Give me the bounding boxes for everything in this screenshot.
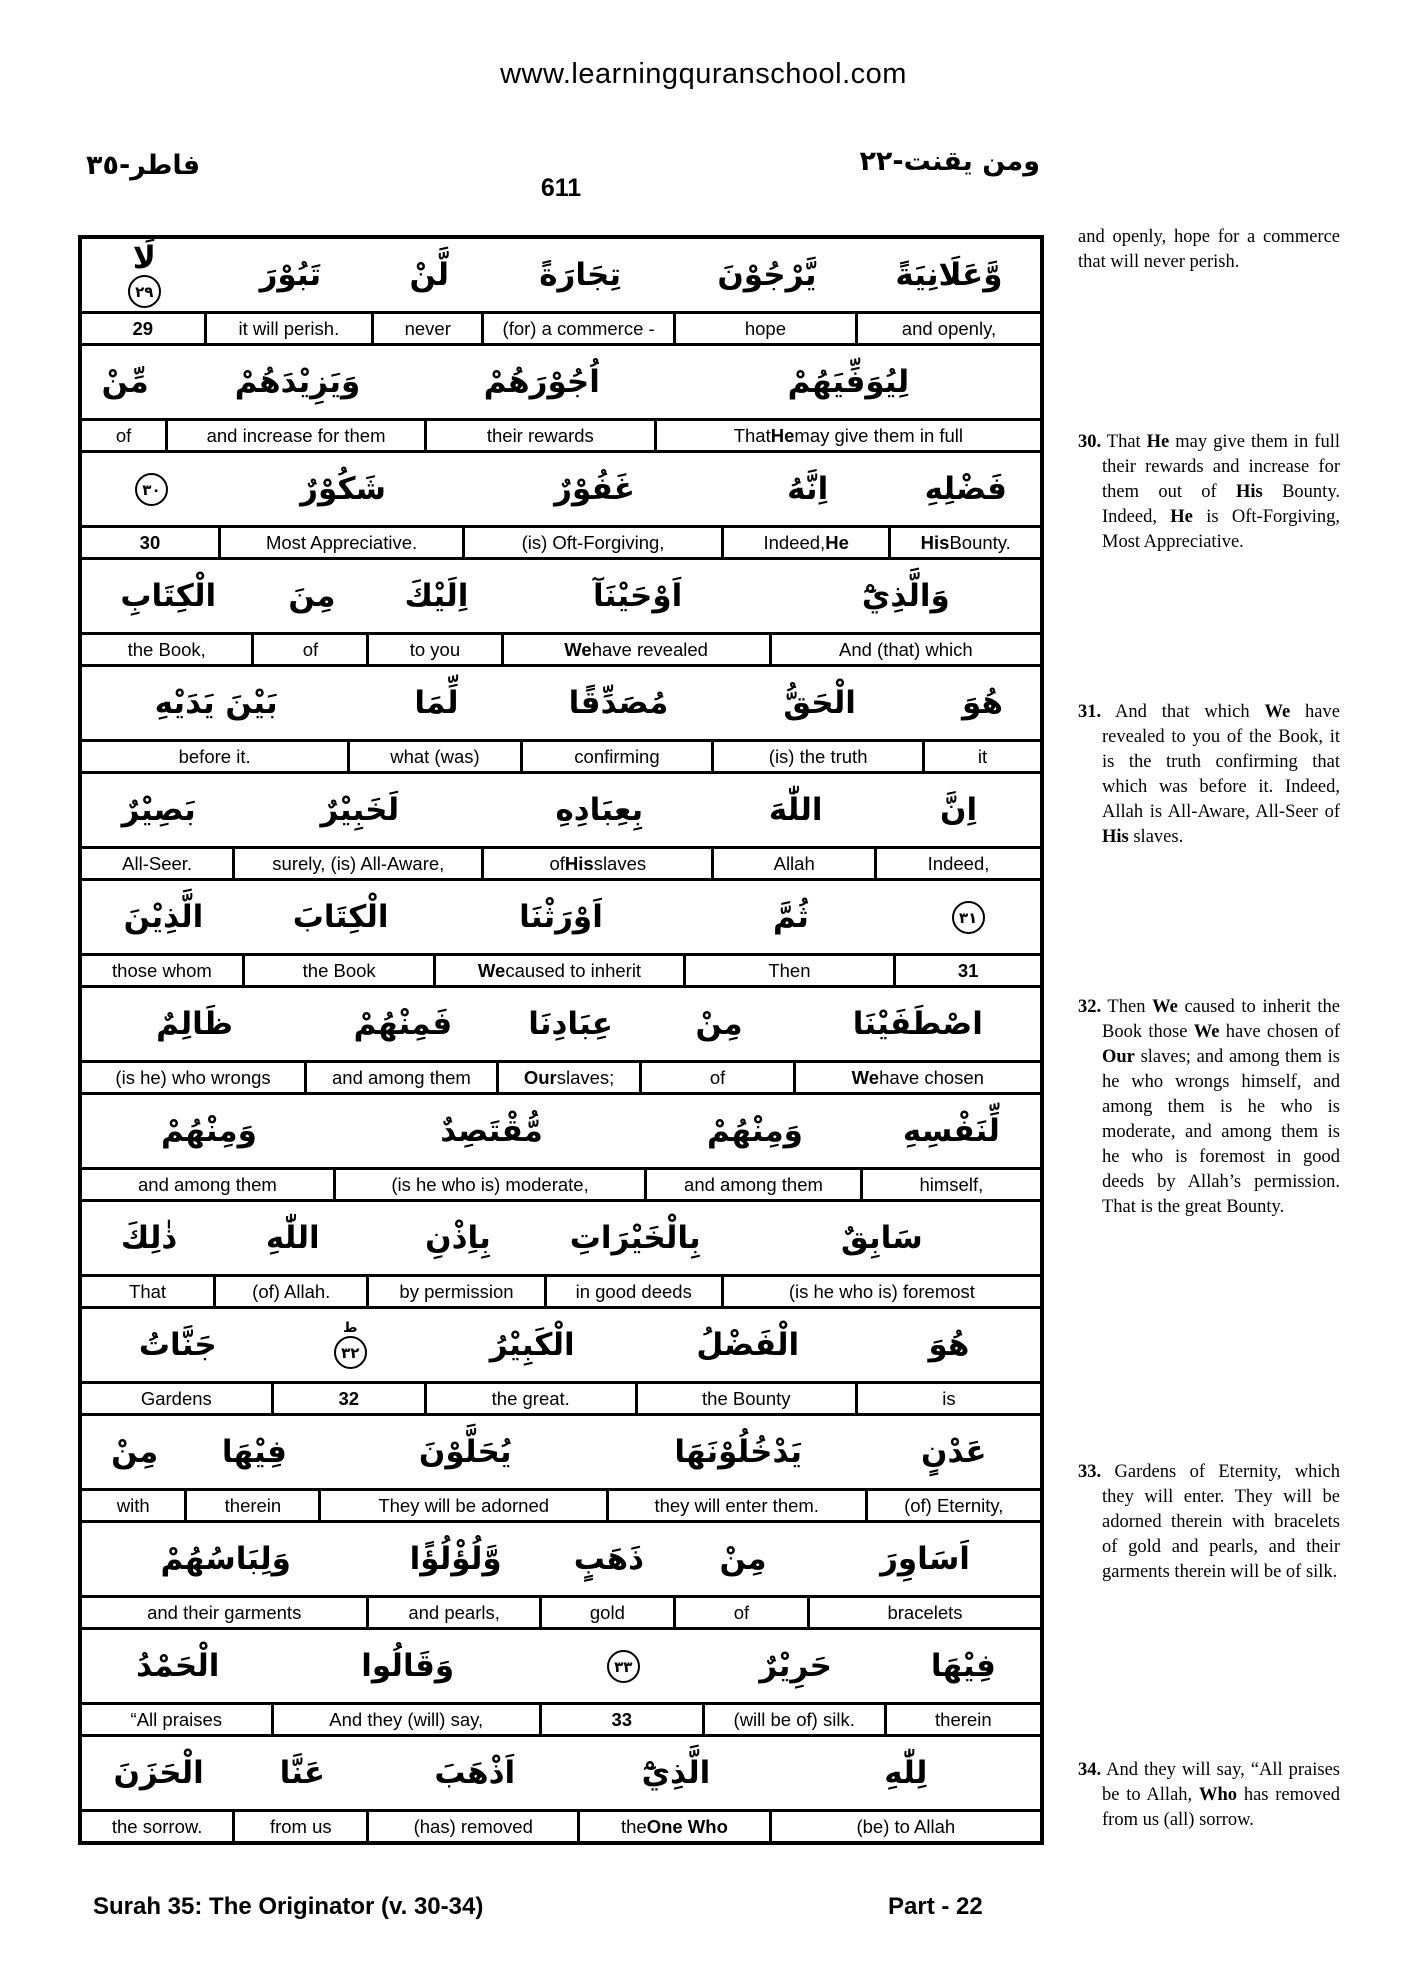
arabic-word: اَذْهَبَ <box>434 1754 516 1791</box>
word-translation: therein <box>187 1491 321 1520</box>
arabic-word-cell <box>657 346 1040 418</box>
arabic-word-cell <box>887 1630 1040 1702</box>
word-translation: 31 <box>957 959 979 981</box>
arabic-word-cell <box>245 881 437 953</box>
translation-row <box>82 739 1040 774</box>
word-translation: 30 <box>82 528 221 557</box>
word-translation: Indeed, He <box>724 528 892 557</box>
arabic-row <box>82 1416 1040 1488</box>
word-translation: their rewards <box>427 421 657 450</box>
arabic-word-cell <box>705 1630 887 1702</box>
word-translation: bracelets <box>887 1601 963 1623</box>
arabic-word: الَّذِيْنَ <box>123 898 204 935</box>
arabic-row <box>82 1309 1040 1381</box>
word-translation: (of) Eternity, <box>904 1494 1004 1516</box>
arabic-word-cell <box>82 1737 235 1809</box>
arabic-word: تَبُوْرَ <box>259 256 322 293</box>
arabic-word: بَيْنَ يَدَيْهِ <box>154 684 278 721</box>
arabic-word-cell <box>642 988 795 1060</box>
verse-translation-paragraph: 32. Then We caused to inherit the Book those We have chosen of Our slaves; and among them is he who wrongs himself, and among them is he who is moderate, and among them is he who is foremost in good deeds by Allah’s permission. That is the great Bounty. <box>1078 997 1340 1217</box>
arabic-word-cell <box>858 239 1040 311</box>
word-translation: (of) Allah. <box>216 1277 369 1306</box>
arabic-word-cell <box>925 667 1040 739</box>
arabic-word-cell <box>254 560 369 632</box>
word-translation: and increase for them <box>168 421 427 450</box>
arabic-word-cell <box>82 1523 369 1595</box>
word-translation: (will be of) silk. <box>705 1705 887 1734</box>
arabic-word: حَرِيْرٌ <box>759 1647 832 1684</box>
arabic-word: عَدْنٍ <box>920 1433 987 1470</box>
translation-row <box>82 525 1040 560</box>
arabic-word: مُصَدِّقًا <box>568 684 669 721</box>
arabic-word: الْحَمْدُ <box>136 1647 220 1684</box>
word-translation: what (was) <box>350 742 522 771</box>
word-translation: of <box>82 421 168 450</box>
verse-row <box>82 453 1040 560</box>
arabic-word-cell <box>235 774 484 846</box>
arabic-word-cell <box>580 1737 772 1809</box>
word-translation: from us <box>235 1812 369 1841</box>
arabic-row <box>82 1095 1040 1167</box>
word-translation: They will be adorned <box>321 1491 608 1520</box>
arabic-row <box>82 667 1040 739</box>
word-translation: of <box>254 635 369 664</box>
arabic-row <box>82 881 1040 953</box>
word-translation: and among them <box>82 1170 336 1199</box>
arabic-word: هُوَ <box>962 684 1003 721</box>
arabic-word: اِلَيْكَ <box>404 577 469 614</box>
arabic-word-cell <box>714 667 925 739</box>
arabic-word-cell <box>810 1523 1040 1595</box>
arabic-row <box>82 774 1040 846</box>
arabic-word-cell <box>369 1202 546 1274</box>
arabic-word: لَا <box>132 239 156 276</box>
arabic-word-cell <box>724 453 892 525</box>
arabic-word-cell <box>274 1309 427 1381</box>
word-translation: (for) a commerce - <box>484 314 676 343</box>
word-translation: (be) to Allah <box>856 1815 956 1837</box>
arabic-word: اَوْحَيْنَآ <box>593 577 683 614</box>
arabic-word-cell <box>547 1202 724 1274</box>
arabic-word: سَابِقٌ <box>841 1219 923 1256</box>
word-translation: “All praises <box>82 1705 274 1734</box>
word-translation: the sorrow. <box>82 1812 235 1841</box>
arabic-word-cell <box>82 1416 187 1488</box>
arabic-word-cell <box>772 560 1040 632</box>
word-translation: We caused to inherit <box>436 956 685 985</box>
arabic-word-cell <box>307 988 499 1060</box>
word-translation: 29 <box>82 314 207 343</box>
word-translation: is <box>942 1387 956 1409</box>
arabic-word: وَمِنْهُمْ <box>160 1112 257 1149</box>
word-translation: That <box>82 1277 216 1306</box>
arabic-word-cell <box>465 453 724 525</box>
page-header <box>78 148 1044 208</box>
word-translation: and among them <box>647 1170 863 1199</box>
verse-row <box>82 346 1040 453</box>
arabic-word: يَّرْجُوْنَ <box>717 256 817 293</box>
arabic-word: اصْطَفَيْنَا <box>852 1005 983 1042</box>
verse-row <box>82 1095 1040 1202</box>
arabic-word-cell <box>321 1416 608 1488</box>
arabic-row <box>82 1523 1040 1595</box>
arabic-word: لَخَبِيْرٌ <box>320 791 400 828</box>
arabic-row <box>82 239 1040 311</box>
arabic-word-cell <box>638 1309 858 1381</box>
arabic-word: ذَهَبٍ <box>573 1540 644 1577</box>
arabic-row <box>82 1737 1040 1809</box>
word-translation: and pearls, <box>369 1598 541 1627</box>
word-translation: (is he who is) foremost <box>788 1280 975 1302</box>
arabic-word: اِنَّ <box>940 791 978 828</box>
arabic-word-cell <box>82 453 221 525</box>
word-translation: Then <box>686 956 897 985</box>
arabic-word-cell <box>523 667 715 739</box>
arabic-word-cell <box>686 881 897 953</box>
arabic-word: يُحَلَّوْنَ <box>418 1433 512 1470</box>
translation-row <box>82 1595 1040 1630</box>
word-translation: by permission <box>369 1277 546 1306</box>
translation-row <box>82 1274 1040 1309</box>
word-translation: the Bounty <box>638 1384 858 1413</box>
arabic-word: ثُمَّ <box>772 898 809 935</box>
arabic-word-cell <box>82 1095 336 1167</box>
word-translation: the great. <box>427 1384 638 1413</box>
arabic-word: اللّٰهِ <box>265 1219 320 1256</box>
arabic-word-cell <box>82 667 350 739</box>
word-translation: (is) the truth <box>714 742 925 771</box>
translation-row <box>82 1381 1040 1416</box>
arabic-word: ذٰلِكَ <box>120 1219 178 1256</box>
arabic-word-cell <box>216 1202 369 1274</box>
word-translation: before it. <box>82 742 350 771</box>
part-number: Part - 22 <box>888 1893 983 1920</box>
word-translation: never <box>374 314 484 343</box>
word-translation: (has) removed <box>369 1812 580 1841</box>
word-translation: All-Seer. <box>82 849 235 878</box>
word-translation: of His slaves <box>484 849 714 878</box>
word-translation: the One Who <box>580 1812 772 1841</box>
arabic-word-cell <box>542 1630 705 1702</box>
arabic-word: مِنَ <box>288 577 336 614</box>
arabic-word-cell <box>82 881 245 953</box>
arabic-word: شَكُوْرٌ <box>300 470 386 507</box>
arabic-word-cell <box>858 1309 1040 1381</box>
arabic-word: لَّنْ <box>409 256 450 293</box>
arabic-word: وَالَّذِيْٓ <box>861 577 950 614</box>
arabic-word-cell <box>369 1737 580 1809</box>
arabic-word-cell <box>504 560 772 632</box>
word-translation: those whom <box>82 956 245 985</box>
word-translation: Allah <box>714 849 877 878</box>
word-translation: himself, <box>919 1173 984 1195</box>
arabic-word-cell <box>609 1416 868 1488</box>
translation-row <box>82 418 1040 453</box>
arabic-word: مِنْ <box>719 1540 767 1577</box>
verse-row <box>82 1309 1040 1416</box>
verse-row <box>82 1630 1040 1737</box>
arabic-word-cell <box>350 667 522 739</box>
arabic-word-cell <box>374 239 484 311</box>
arabic-word: لِّنَفْسِهِ <box>902 1112 1000 1149</box>
arabic-word-cell <box>647 1095 863 1167</box>
word-translation: the Book <box>245 956 437 985</box>
site-url: www.learningquranschool.com <box>500 58 907 90</box>
arabic-word: بِالْخَيْرَاتِ <box>569 1219 701 1256</box>
arabic-word-cell <box>369 1523 541 1595</box>
arabic-word: وَقَالُوا <box>361 1647 455 1684</box>
arabic-row <box>82 346 1040 418</box>
word-translation: and openly, <box>901 317 997 339</box>
arabic-word: وَلِبَاسُهُمْ <box>160 1540 291 1577</box>
arabic-word: وَّعَلَانِيَةً <box>895 256 1003 293</box>
arabic-word: الَّذِيْٓ <box>641 1754 711 1791</box>
verse-row <box>82 667 1040 774</box>
verse-number-circle: ٣٣ <box>607 1650 640 1683</box>
arabic-word: بِعِبَادِهِ <box>555 791 644 828</box>
arabic-row <box>82 560 1040 632</box>
word-translation: His Bounty. <box>920 531 1011 553</box>
arabic-word: ظَالِمٌ <box>156 1005 233 1042</box>
arabic-word-cell <box>427 346 657 418</box>
verse-number-circle: ٣١ <box>952 901 985 934</box>
arabic-word: تِجَارَةً <box>539 256 622 293</box>
arabic-word: وَيَزِيْدَهُمْ <box>234 363 361 400</box>
word-translation: to you <box>369 635 503 664</box>
arabic-row <box>82 1630 1040 1702</box>
arabic-word: غَفُوْرٌ <box>554 470 635 507</box>
word-translation: Gardens <box>82 1384 274 1413</box>
arabic-word: مِنْ <box>111 1433 159 1470</box>
arabic-word-cell <box>82 988 307 1060</box>
arabic-word: يَدْخُلُوْنَهَا <box>674 1433 803 1470</box>
arabic-word-cell <box>796 988 1040 1060</box>
arabic-word-cell <box>82 774 235 846</box>
verse-row <box>82 239 1040 346</box>
arabic-word: الْكَبِيْرُ <box>489 1326 575 1363</box>
word-translation: therein <box>935 1708 992 1730</box>
arabic-word: بَصِيْرٌ <box>121 791 196 828</box>
word-translation: Most Appreciative. <box>221 528 465 557</box>
arabic-word-cell <box>221 453 465 525</box>
arabic-word-cell <box>724 1202 1040 1274</box>
word-translation: hope <box>676 314 858 343</box>
verse-number-circle: ٢٩ <box>128 275 161 308</box>
verse-row <box>82 988 1040 1095</box>
word-translation: (is) Oft-Forgiving, <box>465 528 724 557</box>
arabic-word-cell <box>82 1630 274 1702</box>
arabic-word-cell <box>168 346 427 418</box>
surah-name-arabic: فاطر-٣٥ <box>86 150 201 181</box>
verse-row <box>82 881 1040 988</box>
arabic-word: فَمِنْهُمْ <box>353 1005 453 1042</box>
word-translation: And (that) which <box>839 638 973 660</box>
arabic-word: الْحَزَنَ <box>113 1754 204 1791</box>
arabic-word: بِاِذْنِ <box>425 1219 491 1256</box>
word-translation: with <box>82 1491 187 1520</box>
verse-number-circle: ٣٢ <box>334 1336 367 1369</box>
arabic-word-cell <box>877 774 1040 846</box>
word-translation: confirming <box>523 742 715 771</box>
arabic-word-cell <box>427 1309 638 1381</box>
arabic-word: الْكِتَابِ <box>120 577 217 614</box>
arabic-word: وَمِنْهُمْ <box>707 1112 803 1149</box>
arabic-word-cell <box>274 1630 542 1702</box>
translation-row <box>82 311 1040 346</box>
arabic-word: مِنْ <box>695 1005 743 1042</box>
arabic-word: جَنَّاتُ <box>138 1326 217 1363</box>
word-translation: We have revealed <box>504 635 772 664</box>
verse-number-circle: ٣٠ <box>135 473 168 506</box>
word-translation: 32 <box>274 1384 427 1413</box>
arabic-word: مُّقْتَصِدٌ <box>440 1112 543 1149</box>
word-translation: it will perish. <box>207 314 375 343</box>
arabic-row <box>82 988 1040 1060</box>
translation-row <box>82 846 1040 881</box>
word-translation: surely, (is) All-Aware, <box>235 849 484 878</box>
verse-translation-paragraph: 31. And that which We have revealed to you of the Book, it is the truth confirming that which was before it. Indeed, Allah is All-Aware, All-Seer of His slaves. <box>1078 702 1340 847</box>
word-translation: of <box>676 1598 810 1627</box>
word-translation: in good deeds <box>547 1277 724 1306</box>
verse-row <box>82 1416 1040 1523</box>
arabic-word: الْحَقُّ <box>783 684 856 721</box>
arabic-word-cell <box>82 346 168 418</box>
arabic-word-cell <box>676 239 858 311</box>
arabic-word: هُوَ <box>928 1326 970 1363</box>
verse-translation-paragraph: 34. And they will say, “All praises be to Allah, Who has removed from us (all) sorrow. <box>1078 1760 1340 1830</box>
arabic-word-cell <box>863 1095 1040 1167</box>
arabic-word-cell <box>484 774 714 846</box>
arabic-word: فَضْلِهِ <box>924 470 1007 507</box>
word-translation: it <box>977 745 988 767</box>
arabic-word-cell <box>187 1416 321 1488</box>
arabic-word-cell <box>82 239 207 311</box>
word-translation: (is he) who wrongs <box>82 1063 307 1092</box>
arabic-word-cell <box>868 1416 1040 1488</box>
juz-name-arabic: ومن يقنت-٢٢ <box>859 146 1040 177</box>
verse-row <box>82 1737 1040 1841</box>
word-translation: gold <box>542 1598 676 1627</box>
arabic-row <box>82 453 1040 525</box>
verse-row <box>82 560 1040 667</box>
word-translation: (is he who is) moderate, <box>336 1170 647 1199</box>
arabic-word: لِيُوَفِّيَهُمْ <box>787 363 910 400</box>
arabic-word-cell <box>207 239 375 311</box>
word-translation: 33 <box>542 1705 705 1734</box>
verse-row <box>82 774 1040 881</box>
word-translation: the Book, <box>82 635 254 664</box>
verse-translation-paragraph: 33. Gardens of Eternity, which they will enter. They will be adorned therein with bracelets of gold and pearls, and their garments therein will be of silk. <box>1078 1462 1340 1582</box>
arabic-word-cell <box>82 1309 274 1381</box>
word-translation: and among them <box>307 1063 499 1092</box>
word-translation: And they (will) say, <box>274 1705 542 1734</box>
surah-footer-title: Surah 35: The Originator (v. 30-34) <box>93 1893 484 1920</box>
word-translation: We have chosen <box>851 1066 984 1088</box>
verse-row <box>82 1202 1040 1309</box>
verse-row <box>82 1523 1040 1630</box>
arabic-word: الْفَضْلُ <box>696 1326 800 1363</box>
translation-row <box>82 953 1040 988</box>
arabic-word: لِّمَا <box>414 684 459 721</box>
arabic-word-cell <box>436 881 685 953</box>
arabic-word: فِيْهَا <box>221 1433 287 1470</box>
arabic-word: فِيْهَا <box>930 1647 996 1684</box>
arabic-word-cell <box>676 1523 810 1595</box>
arabic-word-cell <box>542 1523 676 1595</box>
word-translation: Our slaves; <box>499 1063 643 1092</box>
word-translation: they will enter them. <box>609 1491 868 1520</box>
arabic-word: وَّلُؤْلُؤًا <box>409 1540 502 1577</box>
arabic-word-cell <box>336 1095 647 1167</box>
arabic-word-cell <box>369 560 503 632</box>
word-translation: and their garments <box>82 1598 369 1627</box>
verse-translation-paragraph: and openly, hope for a commerce that will never perish. <box>1078 227 1340 272</box>
translation-row <box>82 1060 1040 1095</box>
arabic-word: اَوْرَثْنَا <box>519 898 603 935</box>
stop-mark: ط <box>342 1320 358 1336</box>
word-translation: of <box>642 1063 795 1092</box>
arabic-word-cell <box>891 453 1039 525</box>
translation-row <box>82 1809 1040 1841</box>
verse-translation-paragraph: 30. That He may give them in full their rewards and increase for them out of His Bounty. Indeed, He is Oft-Forgiving, Most Appreciative. <box>1078 432 1340 552</box>
arabic-word: اِنَّهُ <box>787 470 829 507</box>
arabic-word-cell <box>499 988 643 1060</box>
arabic-word: اُجُوْرَهُمْ <box>483 363 600 400</box>
word-by-word-table <box>78 235 1044 1845</box>
arabic-word: لِلّٰهِ <box>884 1754 928 1791</box>
arabic-word: عَنَّا <box>279 1754 326 1791</box>
translation-row <box>82 1488 1040 1523</box>
translation-row <box>82 1702 1040 1737</box>
word-translation: That He may give them in full <box>733 424 964 446</box>
arabic-word: اللّٰهَ <box>768 791 823 828</box>
arabic-word: اَسَاوِرَ <box>880 1540 970 1577</box>
arabic-word-cell <box>82 1202 216 1274</box>
arabic-word-cell <box>896 881 1040 953</box>
page-number: 611 <box>540 174 582 202</box>
arabic-word-cell <box>235 1737 369 1809</box>
arabic-word-cell <box>82 560 254 632</box>
arabic-row <box>82 1202 1040 1274</box>
word-translation: Indeed, <box>927 852 990 874</box>
translation-row <box>82 632 1040 667</box>
arabic-word-cell <box>714 774 877 846</box>
arabic-word-cell <box>484 239 676 311</box>
arabic-word: الْكِتَابَ <box>292 898 389 935</box>
arabic-word: عِبَادِنَا <box>528 1005 613 1042</box>
arabic-word: مِّنْ <box>101 363 149 400</box>
arabic-word-cell <box>772 1737 1040 1809</box>
translation-row <box>82 1167 1040 1202</box>
